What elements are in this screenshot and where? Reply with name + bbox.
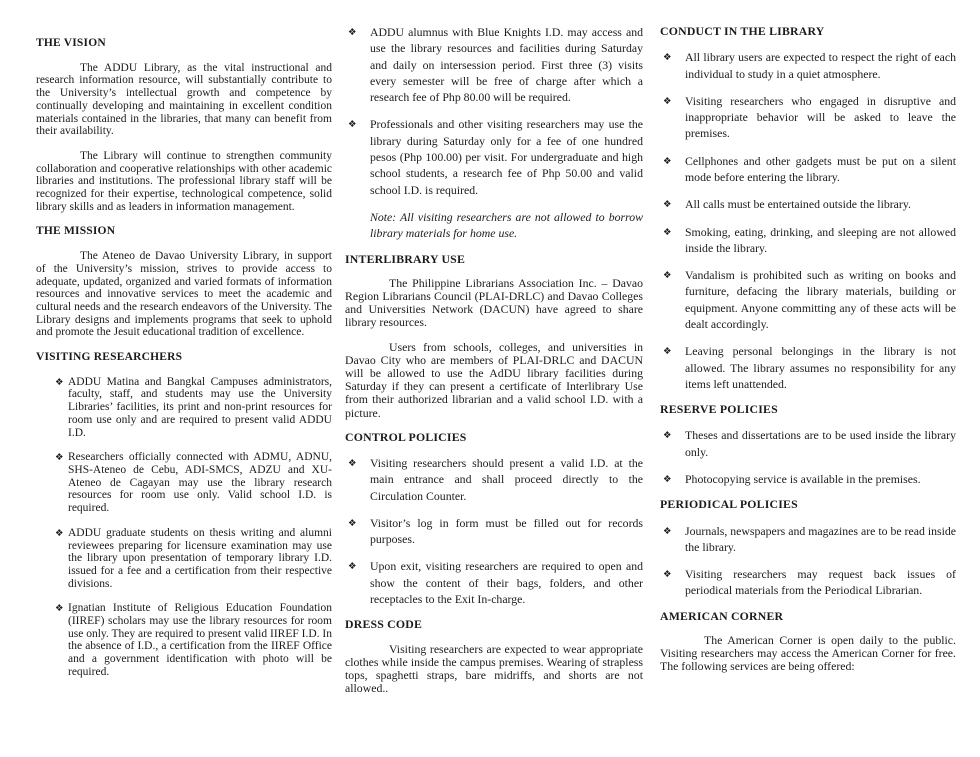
body-paragraph: The Ateneo de Davao University Library, in support of the University’s mission, strives to provide access to adequate, updated, organized and varied formats of information resources and innovative services to meet the academic and cultural needs and the research endeavors of the University. The Library designs and implements programs that seek to uphold and promote the Jesuit educational tradition of excellence. — [36, 250, 332, 339]
bullet-text: Visiting researchers who engaged in disruptive and inappropriate behavior will be asked to leave the premises. — [685, 93, 956, 141]
column-center — [345, 0, 643, 706]
note-text: Note: All visiting researchers are not allowed to borrow library materials for home use. — [370, 209, 643, 241]
diamond-bullet-icon: ❖ — [348, 27, 357, 38]
body-paragraph: The Philippine Librarians Association Inc. – Davao Region Librarians Council (PLAI-DRLC) and Davao Colleges and Universities Network (DACUN) have agreed to share library resources. — [345, 275, 643, 330]
bullet-text: Journals, newspapers and magazines are to be read inside the library. — [685, 523, 956, 554]
diamond-bullet-icon: ❖ — [663, 199, 672, 211]
bullet-text: Visiting researchers may request back issues of periodical materials from the Periodical Librarian. — [685, 567, 956, 598]
section-heading: DRESS CODE — [345, 617, 423, 632]
bullet-text: Photocopying service is available in the premises. — [685, 472, 921, 487]
diamond-bullet-icon: ❖ — [663, 430, 672, 442]
bullet-text: Theses and dissertations are to be used inside the library only. — [685, 428, 956, 459]
diamond-bullet-icon: ❖ — [55, 527, 64, 539]
bullet-item — [36, 451, 332, 515]
bullet-item — [660, 224, 956, 257]
bullet-item — [660, 523, 956, 556]
bullet-text: Smoking, eating, drinking, and sleeping are not allowed inside the library. — [685, 224, 956, 255]
bullet-text: Upon exit, visiting researchers are required to open and show the content of their bags, folders, and other receptacles to the Exit In-charge. — [370, 559, 643, 607]
section-heading: CONTROL POLICIES — [345, 429, 467, 444]
diamond-bullet-icon: ❖ — [663, 474, 672, 486]
section-heading: THE VISION — [36, 37, 106, 49]
bullet-text: Leaving personal belongings in the library is not allowed. The library assumes no responsibility for any items left unattended. — [685, 344, 956, 391]
section-heading: RESERVE POLICIES — [660, 402, 778, 417]
bullet-text: ADDU graduate students on thesis writing and alumni reviewees preparing for licensure examination may use the library upon presentation of temporary library I.D. issued for a fee and a certification from their respective divisions. — [68, 526, 332, 590]
diamond-bullet-icon: ❖ — [55, 603, 64, 615]
bullet-item — [660, 471, 956, 487]
diamond-bullet-icon: ❖ — [663, 525, 672, 537]
section-heading: VISITING RESEARCHERS — [36, 351, 183, 364]
diamond-bullet-icon: ❖ — [348, 458, 357, 469]
bullet-item — [345, 558, 643, 607]
body-paragraph: Users from schools, colleges, and universities in Davao City who are members of PLAI-DRLC and DACUN will be allowed to use the AdDU library facilities during Saturday if they can present a certificate of Interlibrary Use from their authorized librarian and a valid school I.D. with a picture. — [345, 339, 643, 420]
diamond-bullet-icon: ❖ — [663, 155, 672, 167]
diamond-bullet-icon: ❖ — [663, 52, 672, 64]
diamond-bullet-icon: ❖ — [55, 452, 64, 464]
bullet-text: ADDU alumnus with Blue Knights I.D. may access and use the library resources and facilities during Saturday and daily on intersession period. First three (3) visits every semester will be free of charge after which a research fee of Php 80.00 will be required. — [370, 25, 643, 105]
column-left — [36, 0, 332, 691]
bullet-text: Professionals and other visiting researchers may use the library during Saturday only for a fee of one hundred pesos (Php 100.00) per visit. For undergraduate and high school students, a research fee of Php 50.00 and valid school I.D. is required. — [370, 117, 643, 197]
bullet-item — [36, 602, 332, 678]
bullet-item — [660, 427, 956, 460]
bullet-item — [345, 455, 643, 504]
diamond-bullet-icon: ❖ — [348, 517, 357, 529]
diamond-bullet-icon: ❖ — [663, 270, 672, 282]
bullet-item — [660, 267, 956, 332]
diamond-bullet-icon: ❖ — [663, 95, 672, 107]
bullet-item — [660, 343, 956, 392]
bullet-text: Ignatian Institute of Religious Education Foundation (IIREF) scholars may use the library resources for room use only. They are required to present valid IIREF I.D. In the absence of I.D., a certification from the IIREF Office and a government identification with photo will be required. — [68, 602, 332, 678]
bullet-text: Cellphones and other gadgets must be put on a silent mode before entering the library. — [685, 153, 956, 184]
bullet-item — [660, 196, 956, 212]
bullet-item — [36, 376, 332, 440]
body-paragraph: The Library will continue to strengthen community collaboration and cooperative relationships with other academic libraries and institutions. The professional library staff will be recognized for their expertise, technological competence, solid library skills and as leaders in information management. — [36, 149, 332, 213]
section-heading: THE MISSION — [36, 225, 116, 238]
section-heading: INTERLIBRARY USE — [345, 251, 466, 266]
body-paragraph: The ADDU Library, as the vital instructional and research information resource, will substantially contribute to the University’s intellectual growth and competence by continually developing and maintaining in excellent condition materials contained in the libraries, that many can benefit from their availability. — [36, 61, 332, 138]
bullet-item — [660, 93, 956, 142]
body-paragraph: The American Corner is open daily to the public. Visiting researchers may access the American Corner for free. The following services are being offered: — [660, 632, 956, 674]
diamond-bullet-icon: ❖ — [663, 346, 672, 358]
bullet-text: All calls must be entertained outside the library. — [685, 197, 911, 212]
bullet-item — [36, 527, 332, 591]
diamond-bullet-icon: ❖ — [663, 569, 672, 581]
column-right — [660, 0, 956, 685]
bullet-text: Researchers officially connected with ADMU, ADNU, SHS-Ateneo de Cebu, ADI-SMCS, ADZU and XU-Ateneo de Cagayan may use the library research resources for room use only. Valid school I.D. is required. — [68, 451, 332, 515]
bullet-item — [345, 24, 643, 105]
bullet-item — [660, 153, 956, 186]
diamond-bullet-icon: ❖ — [348, 561, 357, 573]
bullet-text: ADDU Matina and Bangkal Campuses administrators, faculty, staff, and students may use the University Libraries’ facilities, its print and non-print resources for room use only and are required to present valid ADDU I.D. — [68, 375, 332, 439]
bullet-text: Vandalism is prohibited such as writing on books and furniture, defacing the library materials, building or equipment. Anyone committing any of these acts will be dealt accordingly. — [685, 268, 956, 332]
section-heading: AMERICAN CORNER — [660, 608, 784, 623]
bullet-item — [660, 49, 956, 82]
bullet-item — [345, 116, 643, 197]
diamond-bullet-icon: ❖ — [348, 119, 357, 131]
bullet-item — [660, 566, 956, 599]
section-heading: PERIODICAL POLICIES — [660, 497, 798, 512]
bullet-text: Visitor’s log in form must be filled out for records purposes. — [370, 515, 643, 547]
diamond-bullet-icon: ❖ — [55, 376, 64, 388]
section-heading: CONDUCT IN THE LIBRARY — [660, 24, 825, 38]
diamond-bullet-icon: ❖ — [663, 226, 672, 238]
bullet-text: All library users are expected to respect the right of each individual to study in a quiet atmosphere. — [685, 50, 956, 81]
bullet-text: Visiting researchers should present a valid I.D. at the main entrance and shall proceed directly to the Circulation Counter. — [370, 456, 643, 503]
body-paragraph: Visiting researchers are expected to wear appropriate clothes while inside the campus premises. Wearing of strapless tops, spaghetti straps, bare midriffs, and shorts are not allowed.. — [345, 641, 643, 696]
bullet-item — [345, 515, 643, 548]
